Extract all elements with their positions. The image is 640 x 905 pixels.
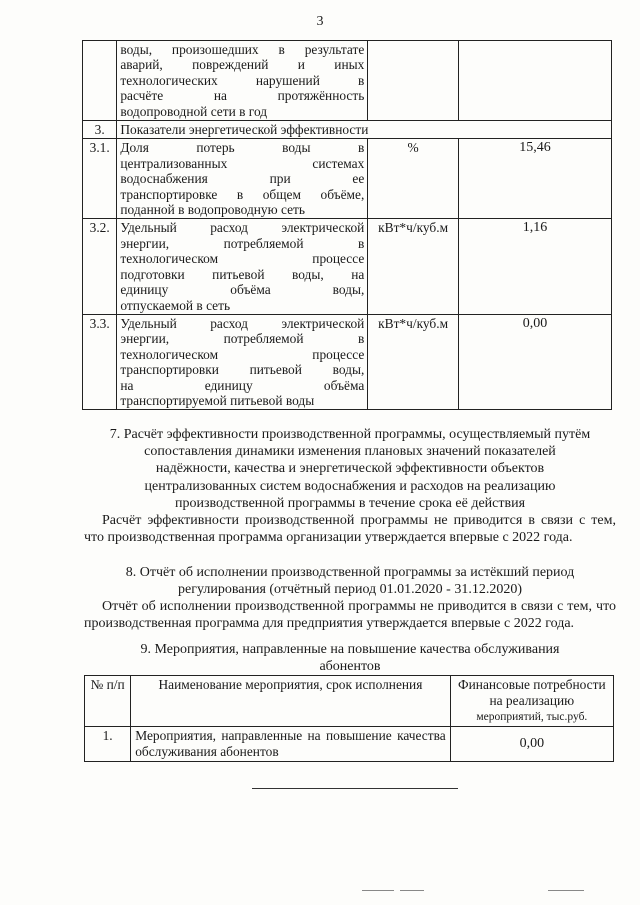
text-line: на единицу объёма [120, 377, 365, 393]
measure-name: Мероприятия, направленные на повышение качества обслуживания абонентов [131, 727, 450, 762]
heading-line: 8. Отчёт об исполнении производственной программы за истёкший период [125, 565, 575, 580]
text-line: водоснабжения при ее [120, 171, 365, 187]
section-title: Показатели энергетической эффективности [117, 121, 612, 139]
text-line: технологическом процессе [120, 346, 365, 362]
header-finance-small: мероприятий, тыс.руб. [476, 711, 588, 723]
scan-mark [362, 890, 394, 891]
header-finance [450, 676, 613, 727]
text-line: централизованных системах [120, 155, 365, 171]
section-8-title [84, 564, 616, 598]
section-row [83, 121, 612, 139]
indicator-name-cell [117, 219, 368, 314]
text-line: единицу объёма воды, [120, 282, 365, 298]
text-line: транспортировки питьевой воды, [120, 362, 365, 378]
heading-line: 9. Мероприятия, направленные на повышение качества обслуживания [140, 642, 560, 657]
row-number: 1. [85, 727, 131, 762]
unit-cell [368, 41, 459, 121]
text-line: водопроводной сети в год [120, 103, 268, 119]
scan-mark [400, 890, 424, 891]
header-measure-name: Наименование мероприятия, срок исполнения [131, 676, 450, 727]
text-line: подготовки питьевой воды, на [120, 266, 365, 282]
heading-line: централизованных систем водоснабжения и расходов на реализацию [144, 478, 556, 494]
heading-line: сопоставления динамики изменения плановых значений показателей [144, 444, 556, 460]
table-row [83, 219, 612, 314]
table-row [83, 139, 612, 219]
text-line: Доля потерь воды в [120, 140, 365, 156]
row-number: 3.3. [83, 314, 117, 409]
section-8-text: Отчёт об исполнении производственной программы не приводится в связи с тем, что производственная программа для предприятия утверждается впервые с 2022 года. [84, 599, 616, 632]
table-header-row [85, 676, 614, 727]
end-divider [252, 788, 458, 789]
section-7-title [84, 426, 616, 512]
value-cell: 15,46 [458, 139, 611, 219]
scan-mark [548, 890, 584, 891]
indicator-name-cell [117, 139, 368, 219]
text-line: технологических нарушений в [120, 72, 365, 88]
measures-table [84, 675, 614, 762]
heading-line: производственной программы в течение срока её действия [174, 495, 526, 511]
table-row [85, 727, 614, 762]
row-number: 3.1. [83, 139, 117, 219]
header-number: № п/п [85, 676, 131, 727]
page-number: 3 [316, 14, 324, 29]
text-line: транспортируемой питьевой воды [120, 392, 315, 408]
section-number: 3. [83, 121, 117, 139]
row-number-cell [83, 41, 117, 121]
indicator-name-cell [117, 41, 368, 121]
section-9-title [84, 641, 616, 675]
text-line: воды, произошедших в результате [120, 42, 365, 57]
header-finance-label: Финансовые потребности на реализацию [458, 677, 606, 708]
heading-line: регулирования (отчётный период 01.01.2020 - 31.12.2020) [178, 582, 522, 598]
text-line: энергии, потребляемой в [120, 331, 365, 347]
section-7-text: Расчёт эффективности производственной программы не приводится в связи с тем, что производственная программа организации утверждается впервые с 2022 года. [84, 513, 616, 546]
text-line: энергии, потребляемой в [120, 235, 365, 251]
text-line: поданной в водопроводную сеть [120, 202, 305, 218]
unit-cell: кВт*ч/куб.м [368, 219, 459, 314]
unit-cell: % [368, 139, 459, 219]
indicator-name-cell [117, 314, 368, 409]
value-cell: 0,00 [458, 314, 611, 409]
unit-cell: кВт*ч/куб.м [368, 314, 459, 409]
text-line: аварий, повреждений и иных [120, 57, 365, 73]
text-line: транспортировке в общем объёме, [120, 186, 365, 202]
table-row [83, 314, 612, 409]
row-number: 3.2. [83, 219, 117, 314]
heading-line: 7. Расчёт эффективности производственной программы, осуществляемый путём [109, 427, 591, 442]
text-line: расчёте на протяжённость [120, 88, 365, 104]
table-row [83, 41, 612, 121]
text-line: Удельный расход электрической [120, 220, 365, 236]
heading-line: надёжности, качества и энергетической эффективности объектов [155, 461, 545, 477]
text-line: Удельный расход электрической [120, 315, 365, 331]
finance-value: 0,00 [450, 727, 613, 762]
text-line: технологическом процессе [120, 251, 365, 267]
indicators-table [82, 40, 612, 410]
heading-line: абонентов [319, 659, 381, 675]
value-cell: 1,16 [458, 219, 611, 314]
value-cell [458, 41, 611, 121]
text-line: отпускаемой в сеть [120, 297, 231, 313]
